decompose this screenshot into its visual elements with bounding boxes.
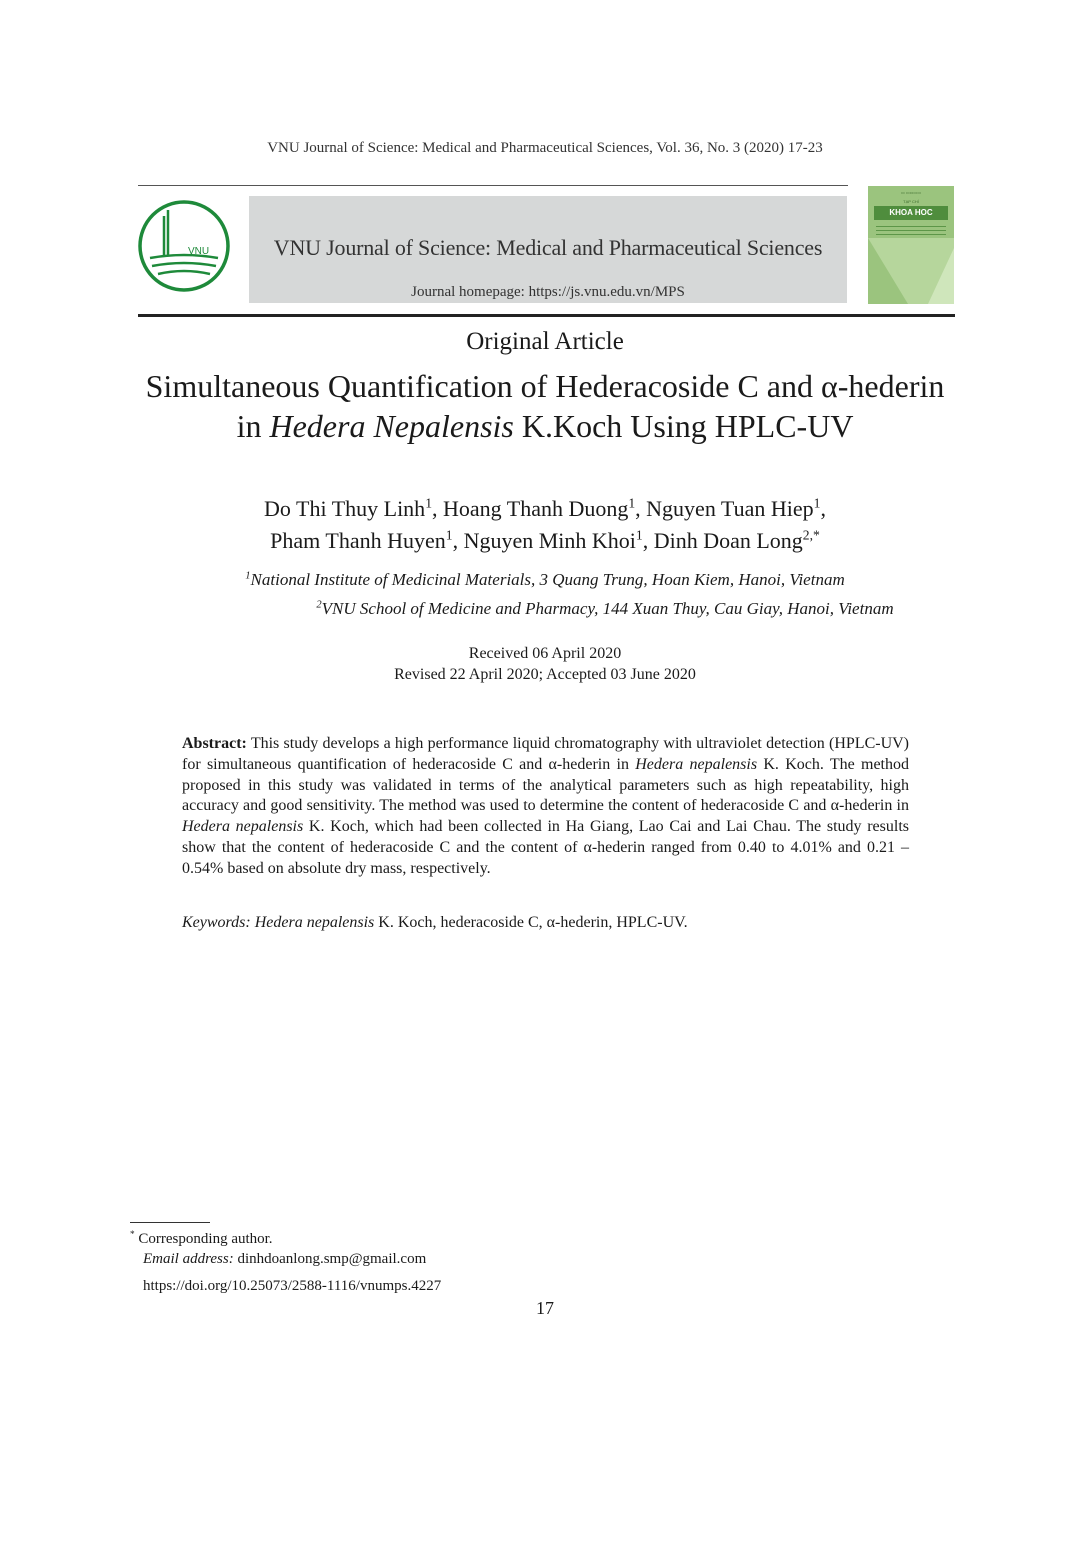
author-name: Nguyen Tuan Hiep	[646, 496, 814, 521]
received-date: Received 06 April 2020	[468, 645, 622, 662]
author-name: Do Thi Thuy Linh	[264, 496, 426, 521]
article-dates	[0, 643, 1090, 685]
article-title	[0, 366, 1090, 446]
abstract-label: Abstract:	[182, 735, 247, 752]
page-number: 17	[536, 1298, 554, 1318]
running-header: VNU Journal of Science: Medical and Pharmaceutical Sciences, Vol. 36, No. 3 (2020) 17-23	[267, 140, 823, 156]
cover-small-label: TẠP CHÍ	[903, 199, 919, 204]
affiliation-2: $^2$VNU School of Medicine and Pharmacy, 144 Xuan Thuy, Cau Giay, Hanoi, Vietnam	[316, 599, 894, 618]
authors-line-2: Pham Thanh Huyen$^1$, Nguyen Minh Khoi$^1$, Dinh Doan Long$^{2,*}$	[270, 527, 820, 553]
revised-accepted-date: Revised 22 April 2020; Accepted 03 June 2020	[394, 666, 696, 683]
vnu-logo	[136, 196, 232, 296]
banner-title: VNU Journal of Science: Medical and Pharmaceutical Sciences	[273, 235, 823, 260]
author-list	[0, 493, 1090, 557]
author-name: Nguyen Minh Khoi	[463, 528, 636, 553]
journal-cover-image: ▭ ▭▭▭▭ TẠP CHÍ KHOA HOC	[868, 186, 954, 304]
author-name: Dinh Doan Long	[653, 528, 803, 553]
author-name: Hoang Thanh Duong	[443, 496, 629, 521]
journal-homepage: Journal homepage: https://js.vnu.edu.vn/MPS	[411, 284, 685, 300]
keywords: Keywords: Hedera nepalensis K. Koch, hederacoside C, α-hederin, HPLC-UV.	[182, 914, 688, 931]
logo-text: VNU	[188, 246, 210, 257]
banner-rule	[138, 314, 955, 317]
abstract: Abstract: This study develops a high performance liquid chromatography with ultraviolet detection (HPLC-UV) for simultaneous quantification of hederacoside C and α-hederin in Hedera nepalensis K. Koch. The method proposed in this study was validated in terms of the analytical parameters such as high repeatability, high accuracy and good sensitivity. The method was used to determine the content of hederacoside C and α-hederin in Hedera nepalensis K. Koch, which had been collected in Ha Giang, Lao Cai and Lai Chau. The study results show that the content of hederacoside C and the content of α-hederin ranged from 0.40 to 4.01% and 0.21 – 0.54% based on absolute dry mass, respectively.	[182, 735, 910, 877]
email-line: Email address: dinhdoanlong.smp@gmail.com	[143, 1251, 427, 1267]
header-rule	[138, 185, 848, 186]
affiliation-1: $^1$National Institute of Medicinal Materials, 3 Quang Trung, Hoan Kiem, Hanoi, Vietnam	[245, 570, 845, 589]
cover-label: KHOA HOC	[874, 206, 948, 220]
doi-link[interactable]: https://doi.org/10.25073/2588-1116/vnumps.4227	[143, 1278, 442, 1294]
article-type: Original Article	[466, 328, 624, 355]
authors-line-1: Do Thi Thuy Linh$^1$, Hoang Thanh Duong$^1$, Nguyen Tuan Hiep$^1$,	[264, 495, 826, 521]
footnote-rule	[130, 1222, 210, 1223]
keywords-label: Keywords:	[182, 914, 251, 931]
title-line-2: in Hedera Nepalensis K.Koch Using HPLC-UV	[236, 408, 854, 444]
email-address: dinhdoanlong.smp@gmail.com	[233, 1251, 427, 1267]
corresponding-author-note: * Corresponding author.	[130, 1230, 273, 1247]
footnote	[130, 1229, 426, 1269]
author-name: Pham Thanh Huyen	[270, 528, 446, 553]
title-line-1: Simultaneous Quantification of Hederacoside C and α-hederin	[145, 368, 945, 404]
